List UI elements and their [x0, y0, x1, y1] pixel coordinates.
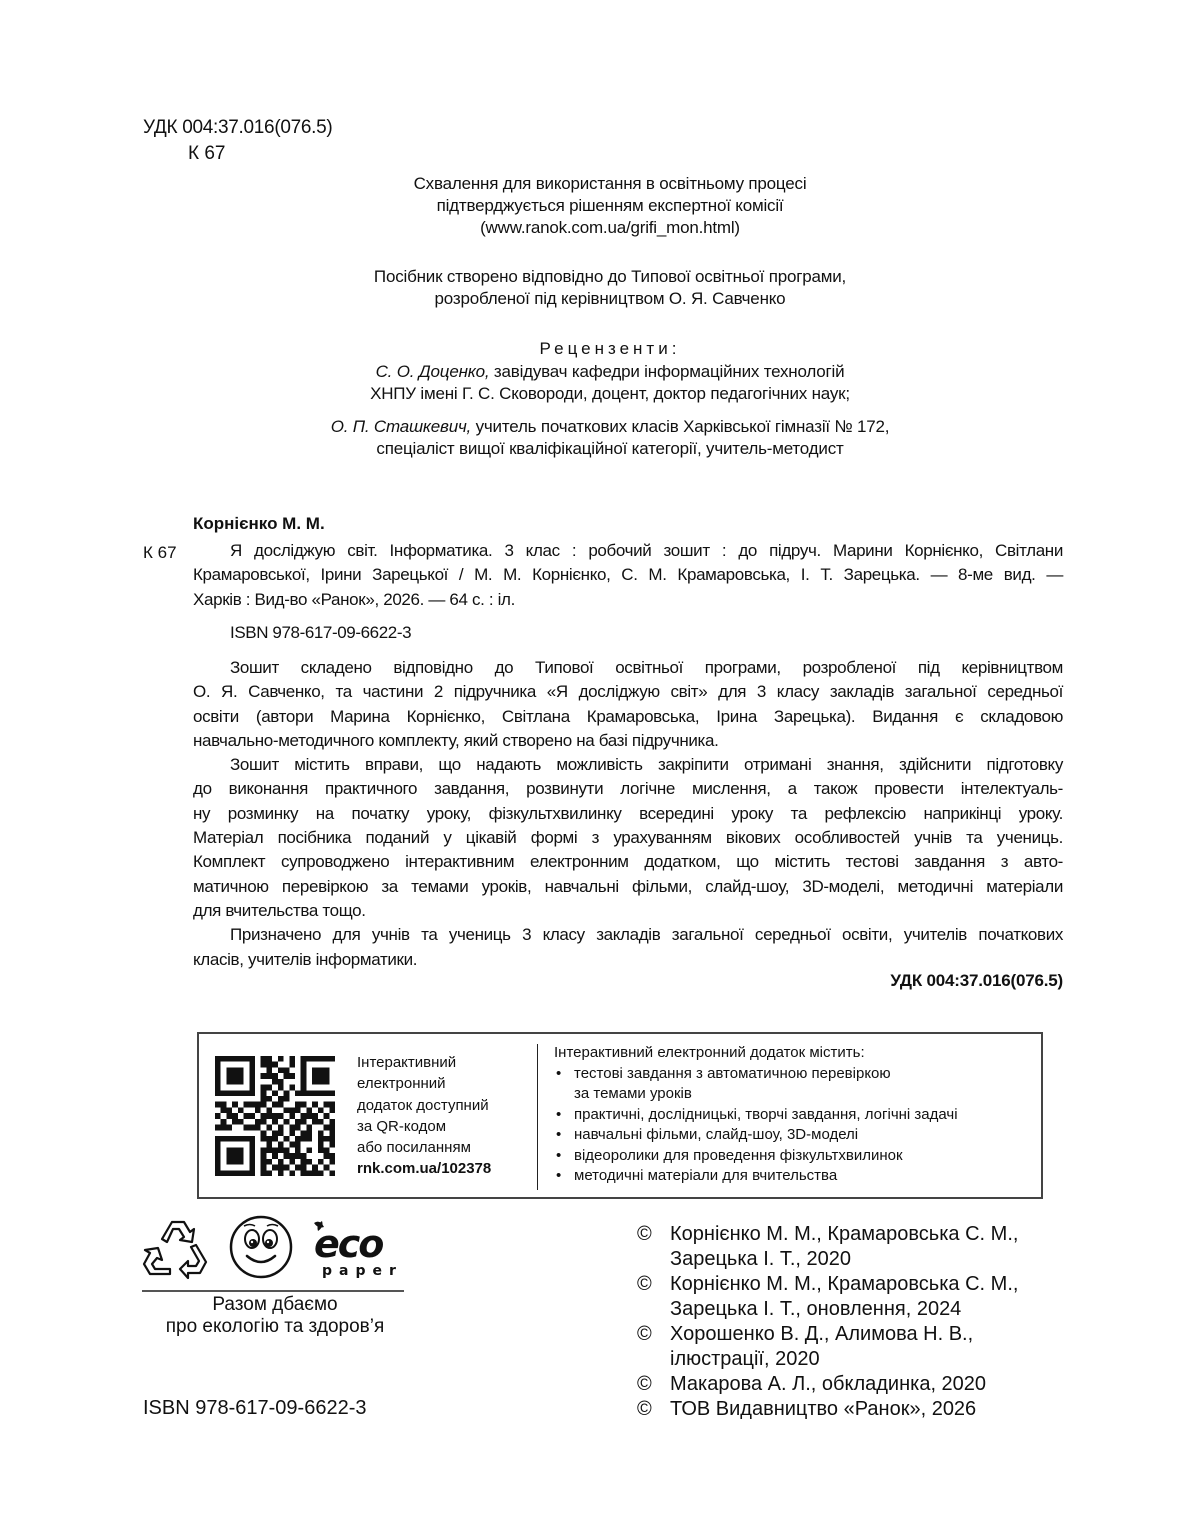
copyright-item — [637, 1272, 1018, 1322]
biblio-description — [193, 539, 1063, 612]
biblio-sign: К 67 — [143, 543, 177, 562]
udk-code: УДК 004:37.016(076.5) — [143, 117, 333, 138]
copyright-item — [637, 1322, 1018, 1372]
reviewer-role: ХНПУ імені Г. С. Сковороди, доцент, доктор педагогічних наук; — [370, 384, 850, 403]
annotation-line: Зошит містить вправи, що надають можливість закріпити отримані знання, здійснити підготовку — [230, 755, 1063, 775]
biblio-line: Харків : Вид-во «Ранок», 2026. — 64 с. : іл. — [193, 589, 515, 609]
annotation-line: навчально-методичного комплекту, який створено на базі підручника. — [193, 730, 719, 750]
approval-note — [190, 173, 1030, 239]
reviewer-name: С. О. Доценко, — [375, 362, 490, 381]
eco-paper-logo — [310, 1217, 410, 1279]
feature-text-continuation: за темами уроків — [574, 1085, 692, 1102]
copyright-line: Корнієнко М. М., Крамаровська С. М., — [670, 1273, 1019, 1295]
reviewer-name: О. П. Сташкевич, — [330, 417, 472, 436]
qr-text-line: Інтерактивний — [357, 1054, 457, 1071]
reviewer-role: спеціаліст вищої кваліфікаційної категорії, учитель-методист — [376, 439, 844, 458]
qr-text-line: електронний — [357, 1075, 446, 1093]
smiley-icon — [228, 1214, 294, 1280]
approval-line: Схвалення для використання в освітньому процесі — [413, 174, 807, 193]
copyright-line: ТОВ Видавництво «Ранок», 2026 — [670, 1398, 977, 1420]
slogan-line: про екологію та здоров’я — [165, 1316, 385, 1337]
reviewer-entry — [190, 416, 1030, 460]
feature-item: • методичні матеріали для вчительства — [554, 1166, 958, 1187]
approval-line: підтверджується рішенням експертної комісії — [436, 196, 784, 215]
feature-item — [554, 1064, 958, 1105]
annotation-line: Призначено для учнів та учениць 3 класу закладів загальної середньої освіти, учителів початкових — [230, 925, 1063, 945]
copyright-symbol: © — [637, 1398, 652, 1420]
copyright-line: Макарова А. Л., обкладинка, 2020 — [670, 1373, 987, 1395]
copyright-item — [637, 1222, 1018, 1272]
copyright-symbol: © — [637, 1273, 652, 1295]
feature-item: • відеоролики для проведення фізкультхвилинок — [554, 1146, 958, 1167]
copyright-line: Корнієнко М. М., Крамаровська С. М., — [670, 1223, 1019, 1245]
qr-text-line: або посиланням — [357, 1139, 471, 1157]
reviewer-role: завідувач кафедри інформаційних технологій — [489, 362, 845, 381]
biblio-line: Я досліджую світ. Інформатика. 3 клас : робочий зошит : до підруч. Марини Корнієнко, Світлани — [230, 541, 1063, 560]
eco-logo-subword: paper — [322, 1263, 403, 1279]
supplement-link[interactable]: rnk.com.ua/102378 — [357, 1160, 492, 1178]
approval-link: (www.ranok.com.ua/grifi_mon.html) — [480, 218, 740, 237]
annotation-line: до виконання практичного завдання, розвинути логічне мислення, а також провести інтелектуаль- — [193, 779, 1063, 799]
copyright-symbol: © — [637, 1323, 652, 1345]
feature-item: • навчальні фільми, слайд-шоу, 3D-моделі — [554, 1125, 958, 1146]
reviewer-entry — [190, 361, 1030, 405]
annotation-line: Комплект супроводжено інтерактивним електронним додатком, що містить тестові завдання з авто- — [193, 852, 1063, 872]
feature-item: • практичні, дослідницькі, творчі завдання, логічні задачі — [554, 1105, 958, 1126]
eco-logo-word: eco — [314, 1222, 383, 1266]
slogan-line: Разом дбаємо — [212, 1294, 338, 1315]
qr-description — [357, 1052, 491, 1180]
copyright-line: ілюстрації, 2020 — [670, 1348, 820, 1370]
reviewers-title: Рецензенти: — [539, 339, 681, 358]
copyright-item — [637, 1397, 1018, 1422]
interactive-supplement-box — [197, 1032, 1043, 1199]
copyright-line: Хорошенко В. Д., Алимова Н. В., — [670, 1323, 974, 1345]
biblio-isbn: ISBN 978-617-09-6622-3 — [230, 623, 412, 642]
recycle-icon — [140, 1217, 212, 1281]
qr-code-icon[interactable] — [215, 1056, 335, 1176]
features-list — [554, 1064, 958, 1187]
qr-text-line: додаток доступний — [357, 1096, 489, 1114]
program-note — [190, 266, 1030, 310]
copyright-line: Зарецька І. Т., 2020 — [670, 1248, 852, 1270]
reviewer-role: учитель початкових класів Харківської гімназії № 172, — [471, 417, 890, 436]
copyright-list — [637, 1222, 1018, 1422]
copyright-item — [637, 1372, 1018, 1397]
biblio-line: Крамаровської, Ірини Зарецької / М. М. Корнієнко, С. М. Крамаровська, І. Т. Зарецька. — 8-ме вид. — — [193, 565, 1063, 585]
annotation-line: Зошит складено відповідно до Типової освітньої програми, розробленої під керівництвом — [230, 658, 1063, 677]
annotation — [193, 656, 1063, 972]
copyright-symbol: © — [637, 1223, 652, 1245]
eco-divider — [142, 1290, 404, 1292]
isbn: ISBN 978-617-09-6622-3 — [143, 1397, 367, 1419]
feature-text: тестові завдання з автоматичною перевіркою — [574, 1064, 891, 1082]
annotation-line: Матеріал посібника поданий у цікавій формі з урахуванням вікових особливостей учнів та учениць. — [193, 828, 1063, 848]
eco-slogan — [140, 1294, 410, 1338]
annotation-line: освіти (автори Марина Корнієнко, Світлана Крамаровська, Ірина Зарецька). Видання є складовою — [193, 706, 1063, 726]
annotation-line: для вчительства тощо. — [193, 900, 366, 920]
annotation-line: матичною перевіркою за темами уроків, навчальні фільми, слайд-шоу, 3D-моделі, методичні матеріали — [193, 876, 1063, 896]
features-title: Інтерактивний електронний додаток містить: — [554, 1044, 865, 1061]
box-divider — [537, 1044, 538, 1190]
copyright-line: Зарецька І. Т., оновлення, 2024 — [670, 1298, 962, 1320]
program-line: розробленої під керівництвом О. Я. Савченко — [434, 289, 786, 308]
program-line: Посібник створено відповідно до Типової освітньої програми, — [373, 267, 847, 286]
annotation-line: ну розминку на початку уроку, фізкультхвилинку всередині уроку та рефлексію наприкінці уроку. — [193, 803, 1063, 823]
annotation-line: О. Я. Савченко, та частини 2 підручника «Я досліджую світ» для 3 класу закладів загальної середньої — [193, 682, 1063, 702]
annotation-udk: УДК 004:37.016(076.5) — [890, 971, 1063, 990]
qr-text-line: за QR-кодом — [357, 1117, 447, 1135]
copyright-symbol: © — [637, 1373, 652, 1395]
annotation-line: класів, учителів інформатики. — [193, 949, 418, 969]
author-sign: К 67 — [188, 143, 226, 164]
biblio-author: Корнієнко М. М. — [193, 514, 325, 533]
features-panel — [554, 1043, 958, 1187]
